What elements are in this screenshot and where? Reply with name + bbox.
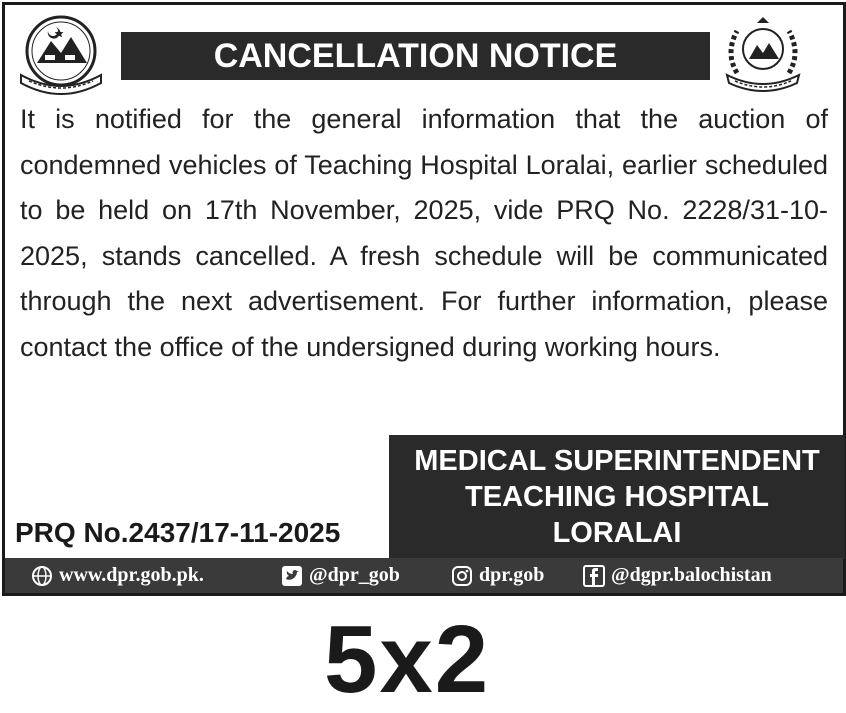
- footer-facebook[interactable]: [583, 564, 772, 587]
- dgpr-emblem-icon: [717, 13, 809, 95]
- notice-title: CANCELLATION NOTICE: [121, 32, 710, 80]
- footer-twitter[interactable]: [281, 564, 400, 587]
- signature-line-designation: MEDICAL SUPERINTENDENT: [414, 445, 820, 477]
- instagram-icon: [451, 565, 473, 587]
- footer-instagram[interactable]: [451, 564, 544, 587]
- signature-block: [389, 435, 845, 559]
- twitter-icon: [281, 565, 303, 587]
- cancellation-notice: [2, 2, 846, 596]
- globe-icon: [31, 565, 53, 587]
- footer-facebook-text: @dgpr.balochistan: [611, 564, 772, 586]
- facebook-icon: [583, 565, 605, 587]
- signature-line-hospital: TEACHING HOSPITAL: [465, 481, 769, 513]
- footer-instagram-text: dpr.gob: [479, 564, 545, 586]
- notice-body: It is notified for the general information that the auction of condemned vehicles of Teaching Hospital Loralai, earlier scheduled to be held on 17th November, 2025, vide PRQ No. 2228/31-10-2025, stands cancelled. A fresh schedule will be communicated through the next advertisement. For further information, please contact the office of the undersigned during working hours.: [20, 104, 828, 362]
- signature-line-city: LORALAI: [552, 517, 682, 549]
- footer-twitter-text: @dpr_gob: [309, 564, 400, 586]
- ad-size-label: 5x2: [324, 606, 491, 713]
- balochistan-emblem-icon: [15, 13, 107, 95]
- footer-bar: [5, 558, 843, 593]
- prq-number: PRQ No.2437/17-11-2025: [15, 517, 341, 548]
- footer-website[interactable]: [31, 564, 204, 587]
- footer-website-text: www.dpr.gob.pk.: [59, 564, 204, 586]
